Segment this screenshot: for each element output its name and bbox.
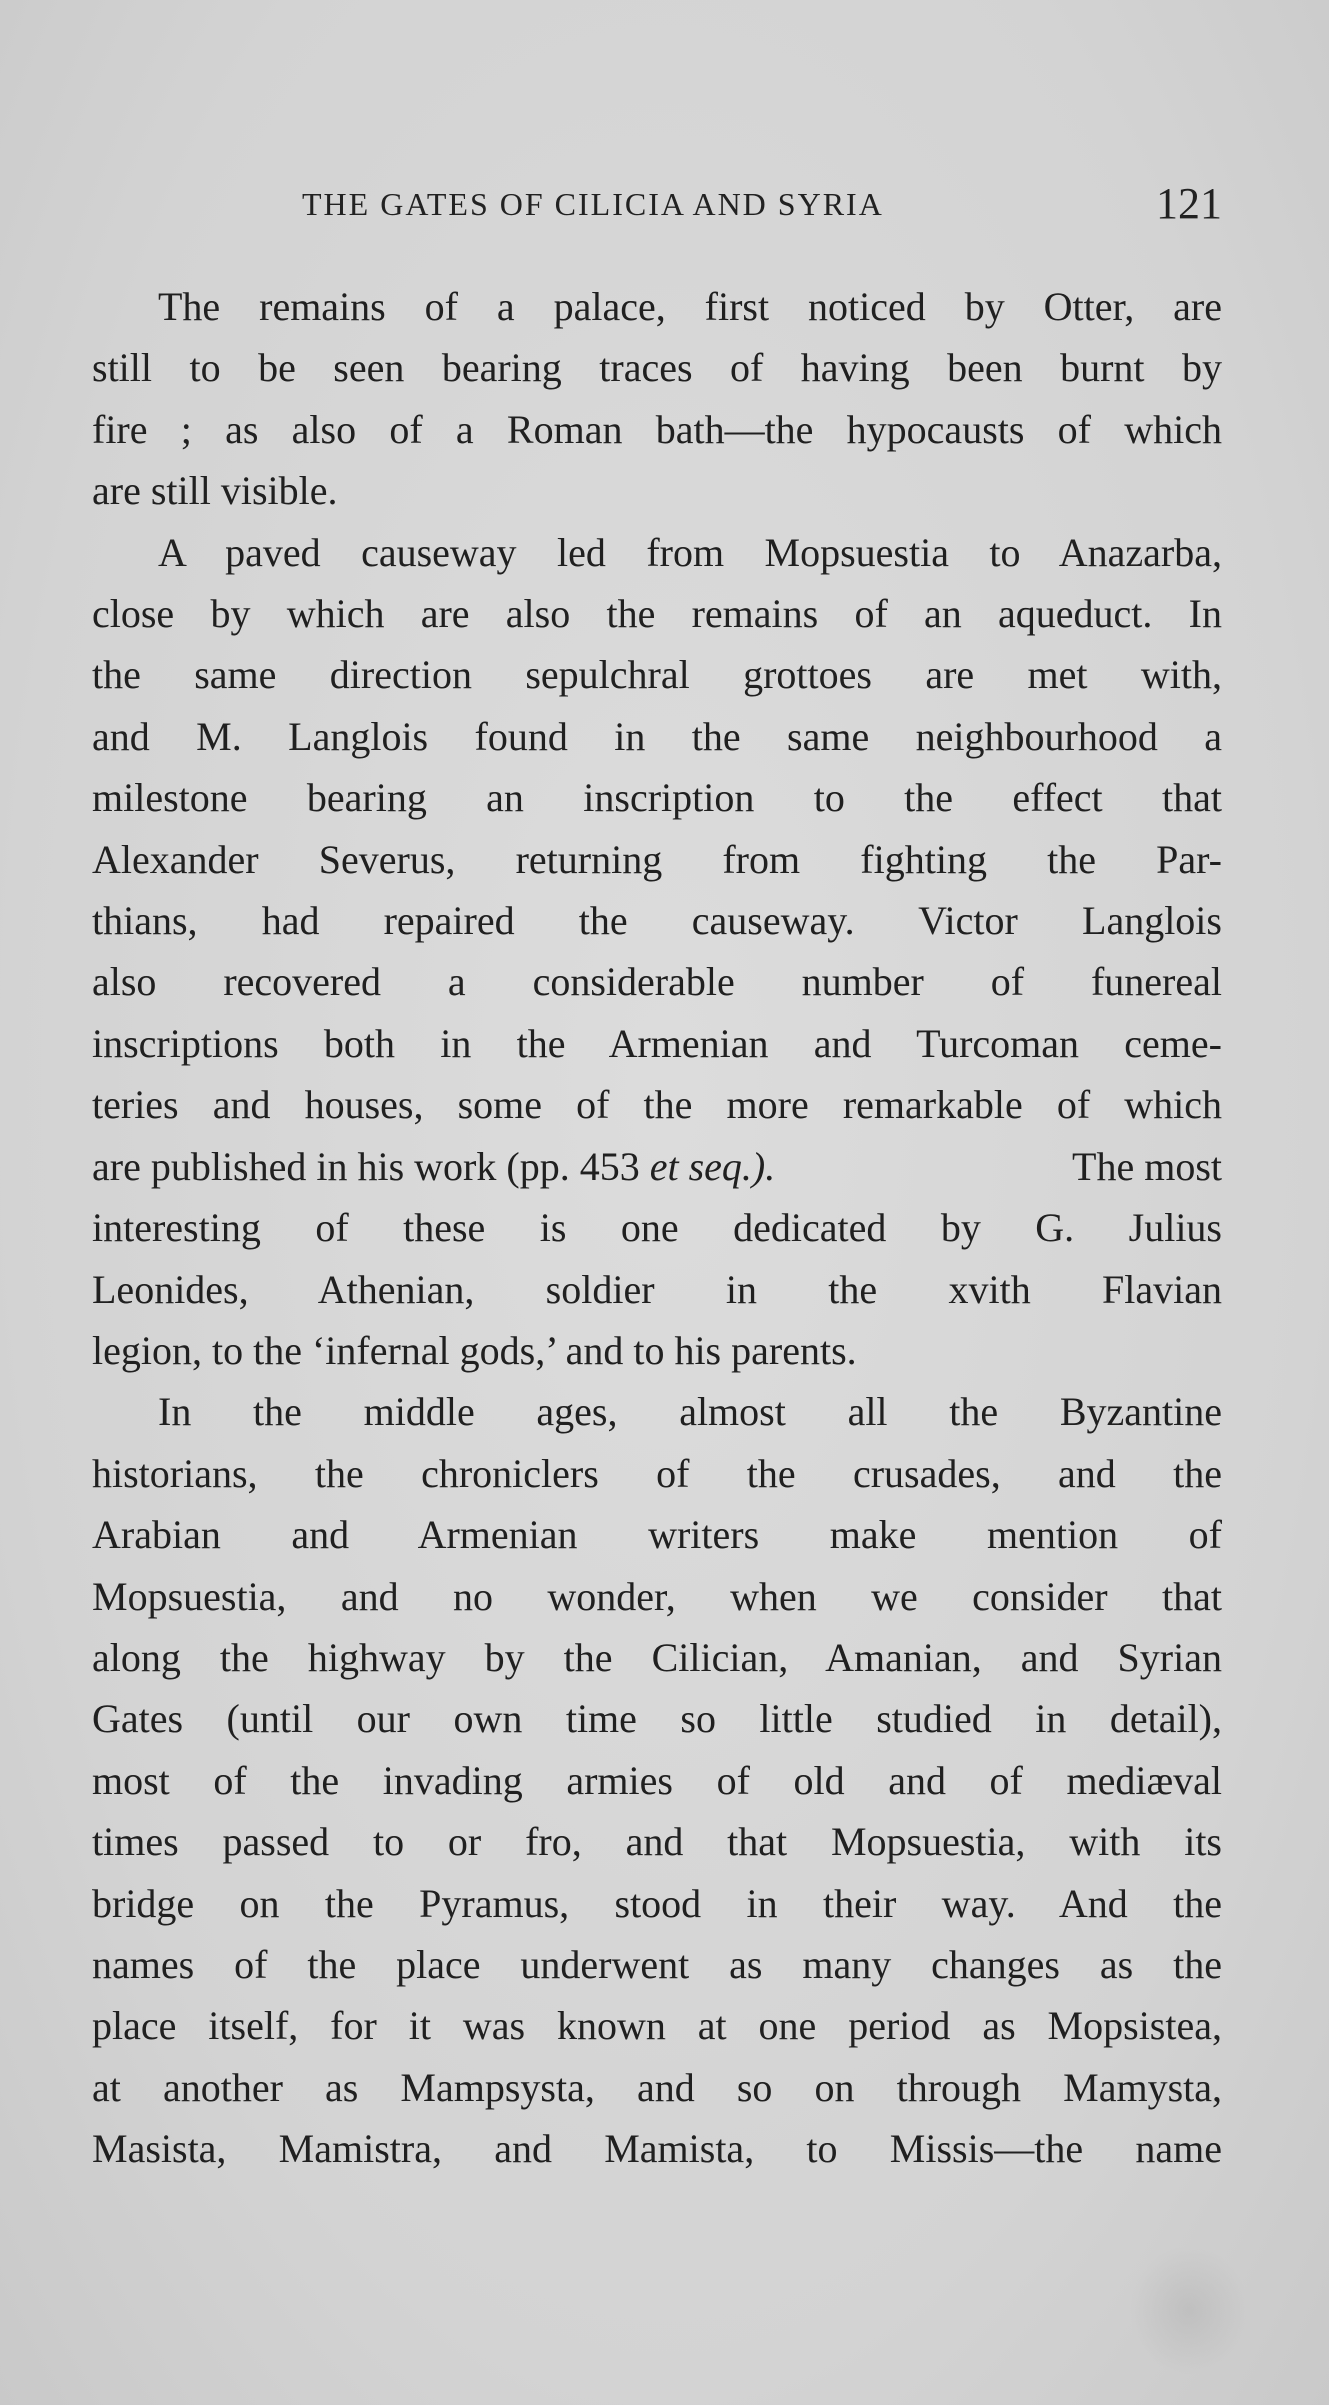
text-segment bbox=[92, 1136, 775, 1197]
text-line: legion, to the ‘infernal gods,’ and to his parents. bbox=[92, 1327, 857, 1373]
text-line-mixed bbox=[92, 1136, 1222, 1197]
text-line: Leonides, Athenian, soldier in the xvith Flavian bbox=[92, 1266, 1222, 1312]
text-line: close by which are also the remains of an aqueduct. In bbox=[92, 591, 1222, 637]
running-title: THE GATES OF CILICIA AND SYRIA bbox=[302, 186, 884, 222]
text-line: interesting of these is one dedicated by G. Julius bbox=[92, 1205, 1222, 1251]
text-line: along the highway by the Cilician, Amanian, and Syrian bbox=[92, 1634, 1222, 1680]
text-line: The remains of a palace, first noticed by Otter, are bbox=[158, 284, 1222, 329]
text-line: inscriptions both in the Armenian and Turcoman ceme- bbox=[92, 1020, 1222, 1066]
text-line: thians, had repaired the causeway. Victor Langlois bbox=[92, 898, 1222, 944]
text-segment-roman: are published in his work (pp. 453 bbox=[92, 1143, 640, 1189]
text-segment-italic: et seq.). bbox=[649, 1143, 776, 1189]
text-line: Alexander Severus, returning from fighting the Par- bbox=[92, 836, 1222, 882]
text-line: are still visible. bbox=[92, 468, 338, 514]
text-line: the same direction sepulchral grottoes are met with, bbox=[92, 652, 1222, 698]
text-line: names of the place underwent as many changes as the bbox=[92, 1941, 1222, 1987]
text-line: Mopsuestia, and no wonder, when we consider that bbox=[92, 1573, 1222, 1619]
text-line: fire ; as also of a Roman bath—the hypocausts of which bbox=[92, 406, 1222, 452]
text-line: place itself, for it was known at one period as Mopsistea, bbox=[92, 2003, 1222, 2049]
text-line: bridge on the Pyramus, stood in their way. And the bbox=[92, 1880, 1222, 1926]
text-line: times passed to or fro, and that Mopsuestia, with its bbox=[92, 1819, 1222, 1865]
running-head bbox=[92, 178, 1222, 238]
paper-smudge bbox=[1129, 2245, 1249, 2375]
text-line: teries and houses, some of the more remarkable of which bbox=[92, 1082, 1222, 1128]
text-line: milestone bearing an inscription to the effect that bbox=[92, 775, 1222, 821]
text-line: A paved causeway led from Mopsuestia to Anazarba, bbox=[158, 529, 1222, 575]
text-line: most of the invading armies of old and of mediæval bbox=[92, 1757, 1222, 1803]
page-number: 121 bbox=[1156, 179, 1222, 228]
text-line: historians, the chroniclers of the crusades, and the bbox=[92, 1450, 1222, 1496]
text-line: still to be seen bearing traces of having been burnt by bbox=[92, 345, 1222, 391]
text-line: and M. Langlois found in the same neighbourhood a bbox=[92, 713, 1222, 759]
text-segment: The most bbox=[1072, 1143, 1222, 1189]
text-line: Gates (until our own time so little studied in detail), bbox=[92, 1696, 1222, 1742]
text-line: also recovered a considerable number of funereal bbox=[92, 959, 1222, 1005]
text-line: In the middle ages, almost all the Byzantine bbox=[158, 1389, 1222, 1435]
text-line: Arabian and Armenian writers make mention of bbox=[92, 1512, 1222, 1558]
text-line: at another as Mampsysta, and so on through Mamysta, bbox=[92, 2064, 1222, 2110]
body-text bbox=[92, 276, 1222, 2180]
text-line: Masista, Mamistra, and Mamista, to Missis—the name bbox=[92, 2126, 1222, 2172]
